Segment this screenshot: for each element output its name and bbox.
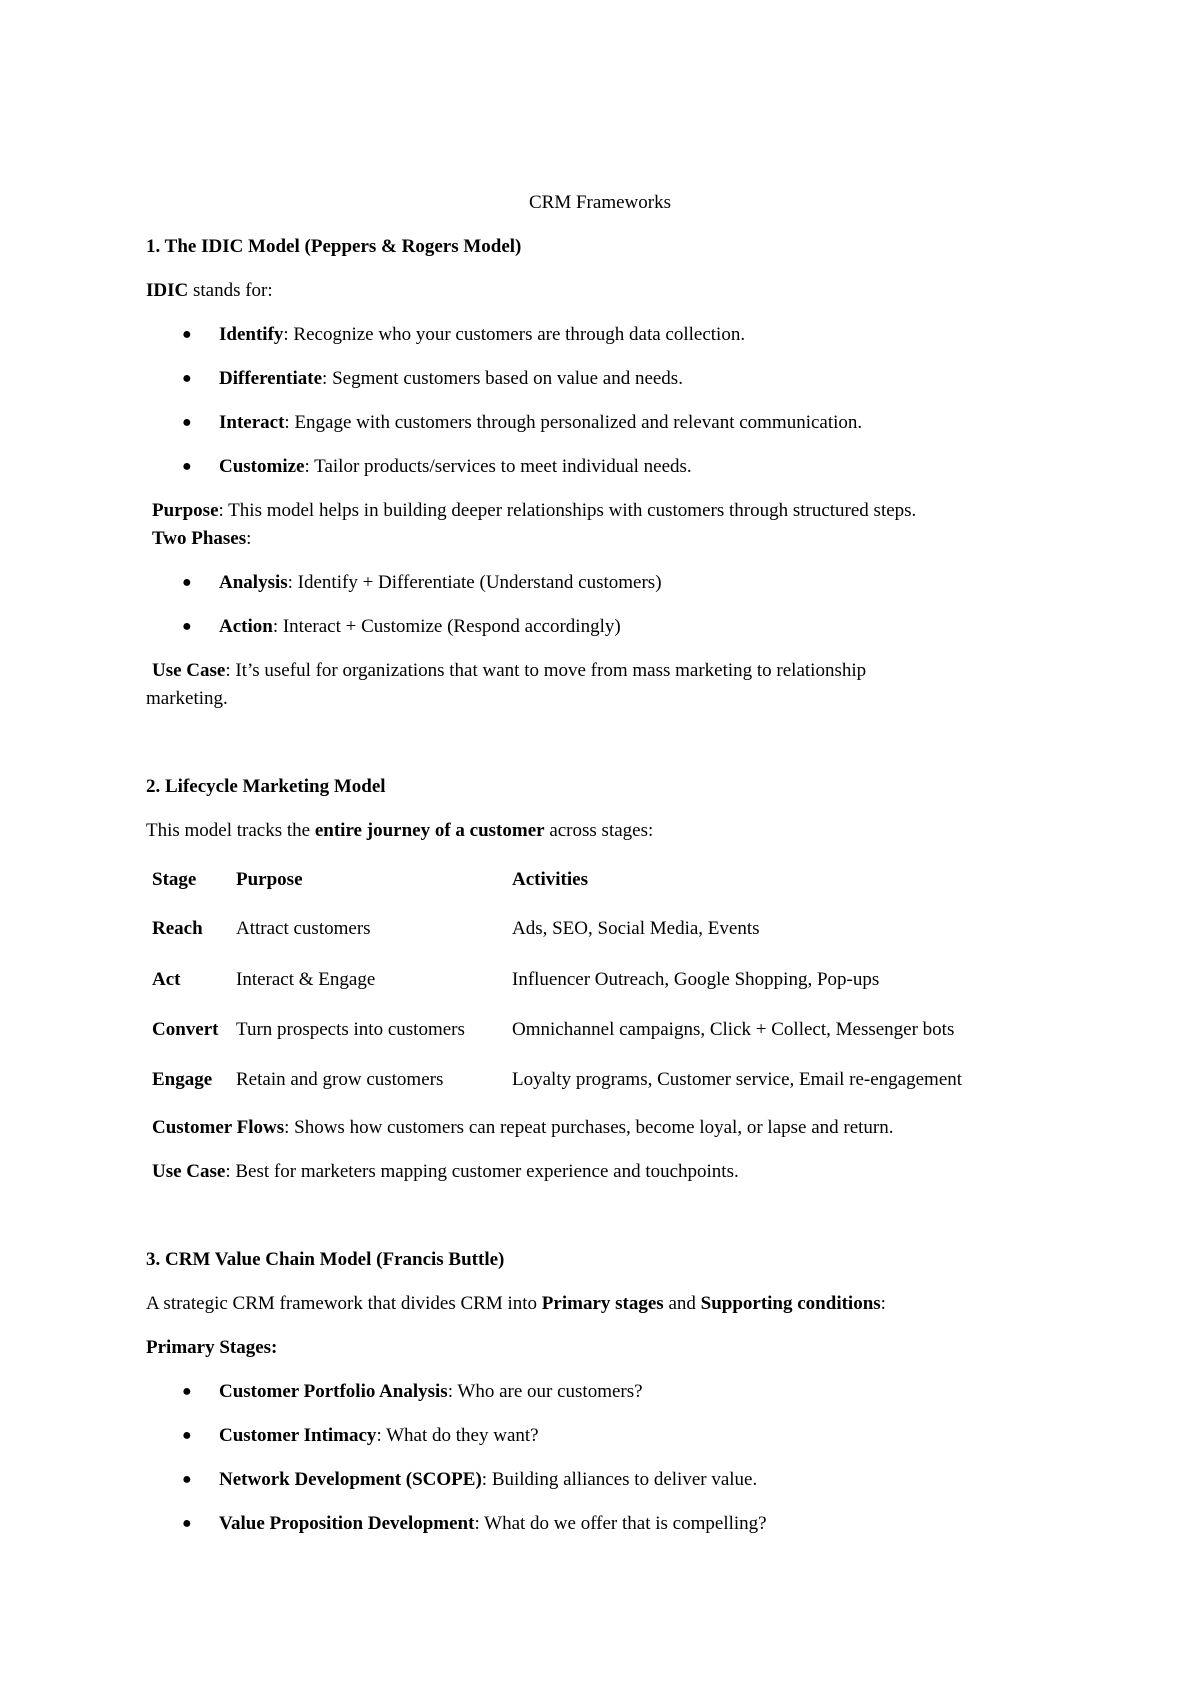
- section-heading-idic: 1. The IDIC Model (Peppers & Rogers Model): [146, 236, 522, 257]
- table-cell: Retain and grow customers: [236, 1069, 444, 1090]
- list-item: Differentiate: Segment customers based on value and needs.: [219, 368, 683, 389]
- lifecycle-flows: Customer Flows: Shows how customers can repeat purchases, become loyal, or lapse and return.: [152, 1117, 894, 1138]
- idic-phases-label: Two Phases:: [152, 528, 252, 549]
- list-item: Action: Interact + Customize (Respond accordingly): [219, 616, 621, 637]
- list-item: Customer Portfolio Analysis: Who are our customers?: [219, 1381, 643, 1402]
- table-cell: Turn prospects into customers: [236, 1019, 465, 1040]
- bullet-icon: ●: [182, 1427, 192, 1444]
- section-heading-value-chain: 3. CRM Value Chain Model (Francis Buttle): [146, 1249, 505, 1270]
- bullet-icon: ●: [182, 414, 192, 431]
- lifecycle-intro: This model tracks the entire journey of a customer across stages:: [146, 820, 654, 841]
- idic-intro: IDIC stands for:: [146, 280, 273, 301]
- table-cell: Act: [152, 969, 181, 990]
- bullet-icon: ●: [182, 1383, 192, 1400]
- idic-use-case-cont: marketing.: [146, 688, 228, 709]
- value-chain-intro: A strategic CRM framework that divides CRM into Primary stages and Supporting conditions:: [146, 1293, 886, 1314]
- page-title: CRM Frameworks: [529, 192, 671, 213]
- bullet-icon: ●: [182, 1471, 192, 1488]
- list-item: Network Development (SCOPE): Building alliances to deliver value.: [219, 1469, 758, 1490]
- bullet-icon: ●: [182, 458, 192, 475]
- bullet-icon: ●: [182, 618, 192, 635]
- table-cell: Omnichannel campaigns, Click + Collect, Messenger bots: [512, 1019, 955, 1040]
- primary-stages-label: Primary Stages:: [146, 1337, 278, 1358]
- bullet-icon: ●: [182, 370, 192, 387]
- lifecycle-use-case: Use Case: Best for marketers mapping customer experience and touchpoints.: [152, 1161, 739, 1182]
- idic-purpose: Purpose: This model helps in building deeper relationships with customers through structured steps.: [152, 500, 917, 521]
- list-item: Customer Intimacy: What do they want?: [219, 1425, 539, 1446]
- bullet-icon: ●: [182, 326, 192, 343]
- table-cell: Reach: [152, 918, 203, 939]
- bullet-icon: ●: [182, 1515, 192, 1532]
- table-header: Activities: [512, 869, 588, 890]
- list-item: Customize: Tailor products/services to meet individual needs.: [219, 456, 692, 477]
- list-item: Value Proposition Development: What do we offer that is compelling?: [219, 1513, 767, 1534]
- list-item: Identify: Recognize who your customers are through data collection.: [219, 324, 746, 345]
- bullet-icon: ●: [182, 574, 192, 591]
- table-cell: Interact & Engage: [236, 969, 376, 990]
- table-cell: Engage: [152, 1069, 213, 1090]
- table-cell: Ads, SEO, Social Media, Events: [512, 918, 760, 939]
- table-cell: Influencer Outreach, Google Shopping, Pop-ups: [512, 969, 880, 990]
- table-header: Purpose: [236, 869, 303, 890]
- table-header: Stage: [152, 869, 197, 890]
- table-cell: Attract customers: [236, 918, 371, 939]
- section-heading-lifecycle: 2. Lifecycle Marketing Model: [146, 776, 386, 797]
- list-item: Analysis: Identify + Differentiate (Understand customers): [219, 572, 662, 593]
- table-cell: Loyalty programs, Customer service, Email re-engagement: [512, 1069, 963, 1090]
- table-cell: Convert: [152, 1019, 219, 1040]
- list-item: Interact: Engage with customers through personalized and relevant communication.: [219, 412, 863, 433]
- idic-use-case: Use Case: It’s useful for organizations that want to move from mass marketing to relationship: [152, 660, 867, 681]
